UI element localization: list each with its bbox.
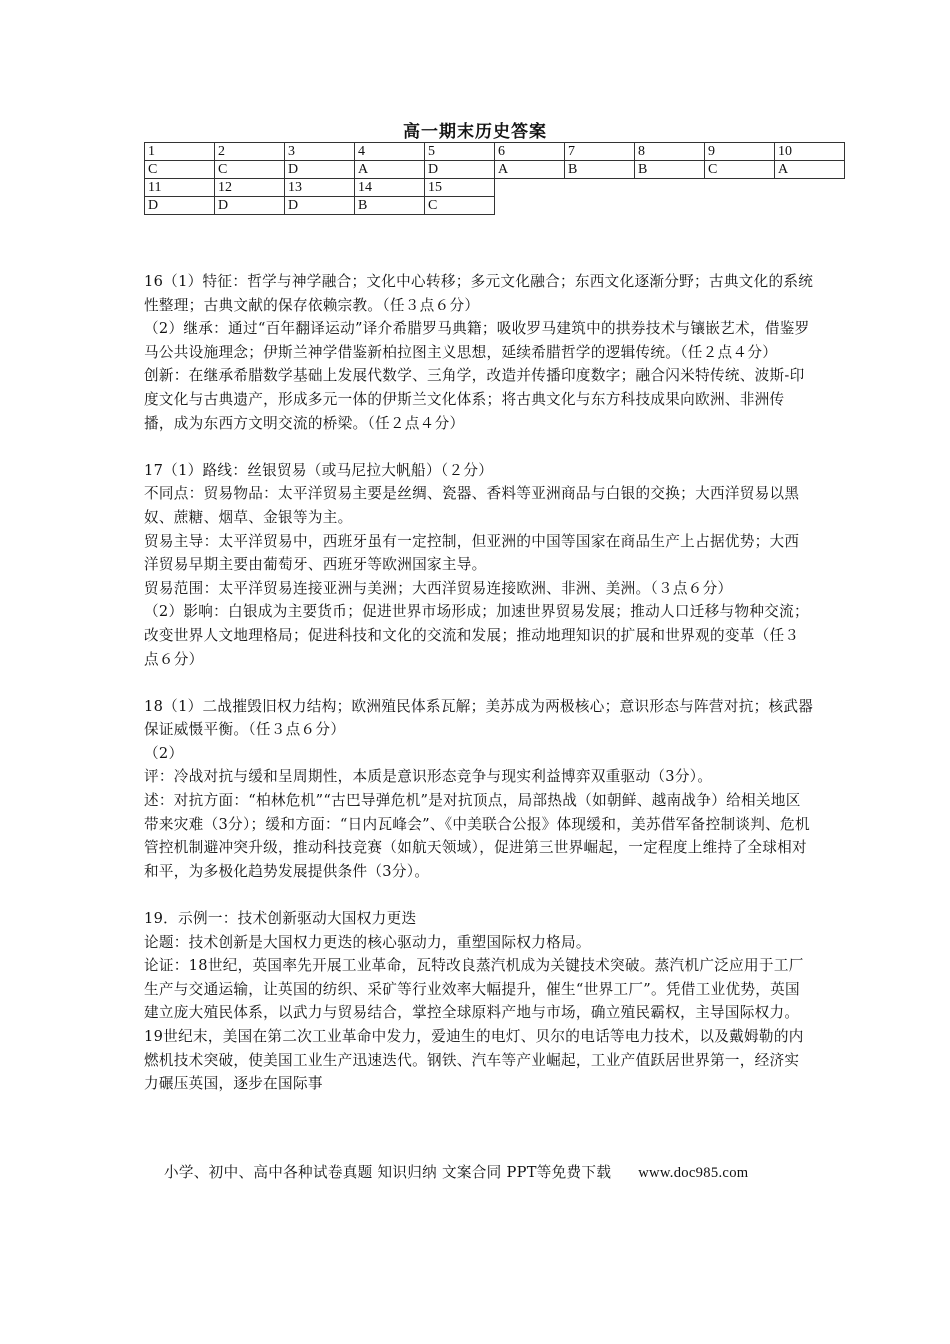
page-title: 高一期末历史答案	[403, 122, 547, 142]
table-cell: 13	[285, 179, 355, 197]
table-cell: A	[355, 161, 425, 179]
paragraph: 论题：技术创新是大国权力更迭的核心驱动力，重塑国际权力格局。	[144, 933, 591, 951]
table-cell: 2	[215, 143, 285, 161]
table-row	[145, 143, 845, 161]
footer	[164, 1163, 748, 1183]
paragraph: 17（1）路线：丝银贸易（或马尼拉大帆船）（２分）	[144, 461, 494, 479]
table-cell: D	[285, 197, 355, 215]
answer-table	[144, 142, 845, 215]
table-cell: 11	[145, 179, 215, 197]
table-cell: A	[775, 161, 845, 179]
table-empty-cell	[635, 179, 705, 197]
paragraph: （2）影响：白银成为主要货币；促进世界市场形成；加速世界贸易发展；推动人口迁移与物种交流；改变世界人文地理格局；促进科技和文化的交流和发展；推动地理知识的扩展和世界观的变革（任３点６分）	[144, 603, 809, 668]
table-cell: A	[495, 161, 565, 179]
table-empty-cell	[635, 197, 705, 215]
table-cell: 4	[355, 143, 425, 161]
table-cell: B	[635, 161, 705, 179]
table-cell: C	[425, 197, 495, 215]
table-empty-cell	[705, 197, 775, 215]
paragraph: 贸易范围：太平洋贸易连接亚洲与美洲；大西洋贸易连接欧洲、非洲、美洲。（３点６分）	[144, 579, 733, 597]
table-cell: C	[215, 161, 285, 179]
table-cell: C	[705, 161, 775, 179]
table-empty-cell	[775, 197, 845, 215]
paragraph: 19．示例一：技术创新驱动大国权力更迭	[144, 910, 417, 928]
paragraph: 贸易主导：太平洋贸易中，西班牙虽有一定控制，但亚洲的中国等国家在商品生产上占据优势；大西洋贸易早期主要由葡萄牙、西班牙等欧洲国家主导。	[144, 532, 800, 574]
table-empty-cell	[565, 179, 635, 197]
table-cell: 12	[215, 179, 285, 197]
table-empty-cell	[705, 179, 775, 197]
table-cell: C	[145, 161, 215, 179]
table-cell: 8	[635, 143, 705, 161]
paragraph: 评：冷战对抗与缓和呈周期性，本质是意识形态竞争与现实利益博弈双重驱动（3分）。	[144, 768, 713, 786]
paragraph-gap	[144, 671, 814, 695]
table-cell: D	[145, 197, 215, 215]
table-cell: 6	[495, 143, 565, 161]
paragraph: 论证：18世纪，英国率先开展工业革命，瓦特改良蒸汽机成为关键技术突破。蒸汽机广泛应用于工厂生产与交通运输，让英国的纺织、采矿等行业效率大幅提升，催生“世界工厂”。凭借工业优势，英国建立庞大殖民体系，以武力与贸易结合，掌控全球原料产地与市场，确立殖民霸权，主导国际权力。19世纪末，美国在第二次工业革命中发力，爱迪生的电灯、贝尔的电话等电力技术，以及戴姆勒的内燃机技术突破，使美国工业生产迅速迭代。钢铁、汽车等产业崛起，工业产值跃居世界第一，经济实力碾压英国，逐步在国际事	[144, 957, 804, 1093]
table-cell: D	[285, 161, 355, 179]
table-cell: B	[355, 197, 425, 215]
paragraph: 不同点：贸易物品：太平洋贸易主要是丝绸、瓷器、香料等亚洲商品与白银的交换；大西洋贸易以黑奴、蔗糖、烟草、金银等为主。	[144, 485, 800, 526]
paragraph: （2）	[144, 744, 184, 762]
table-cell: D	[215, 197, 285, 215]
answer-body	[144, 270, 814, 1096]
table-cell: 5	[425, 143, 495, 161]
table-row	[145, 179, 845, 197]
table-cell: 15	[425, 179, 495, 197]
paragraph: （2）继承：通过“百年翻译运动”译介希腊罗马典籍；吸收罗马建筑中的拱券技术与镶嵌艺术，借鉴罗马公共设施理念；伊斯兰神学借鉴新柏拉图主义思想，延续希腊哲学的逻辑传统。（任２点４分）	[144, 320, 810, 361]
paragraph-gap	[144, 883, 814, 907]
table-cell: 3	[285, 143, 355, 161]
table-cell: B	[565, 161, 635, 179]
paragraph-gap	[144, 435, 814, 459]
table-empty-cell	[565, 197, 635, 215]
footer-link[interactable]: www.doc985.com	[638, 1165, 749, 1181]
table-cell: 7	[565, 143, 635, 161]
footer-text: 小学、初中、高中各种试卷真题 知识归纳 文案合同 PPT等免费下载	[164, 1164, 612, 1181]
table-empty-cell	[495, 197, 565, 215]
paragraph: 述：对抗方面：“柏林危机”“古巴导弹危机”是对抗顶点，局部热战（如朝鲜、越南战争）给相关地区带来灾难（3分）；缓和方面：“日内瓦峰会”、《中美联合公报》体现缓和，美苏借军备控制谈判、危机管控机制避冲突升级，推动科技竞赛（如航天领域），促进第三世界崛起，一定程度上维持了全球相对和平，为多极化趋势发展提供条件（3分）。	[144, 792, 810, 880]
table-empty-cell	[495, 179, 565, 197]
table-cell: 14	[355, 179, 425, 197]
table-row	[145, 197, 845, 215]
table-empty-cell	[775, 179, 845, 197]
paragraph: 18（1）二战摧毁旧权力结构；欧洲殖民体系瓦解；美苏成为两极核心；意识形态与阵营对抗；核武器保证威慑平衡。（任３点６分）	[144, 697, 814, 739]
paragraph: 16（1）特征：哲学与神学融合；文化中心转移；多元文化融合；东西文化逐渐分野；古典文化的系统性整理；古典文献的保存依赖宗教。（任３点６分）	[144, 273, 814, 314]
table-cell: D	[425, 161, 495, 179]
table-cell: 10	[775, 143, 845, 161]
paragraph: 创新：在继承希腊数学基础上发展代数学、三角学，改造并传播印度数字；融合闪米特传统、波斯-印度文化与古典遗产，形成多元一体的伊斯兰文化体系；将古典文化与东方科技成果向欧洲、非洲传播，成为东西方文明交流的桥梁。（任２点４分）	[144, 367, 805, 432]
table-cell: 9	[705, 143, 775, 161]
table-row	[145, 161, 845, 179]
table-cell: 1	[145, 143, 215, 161]
